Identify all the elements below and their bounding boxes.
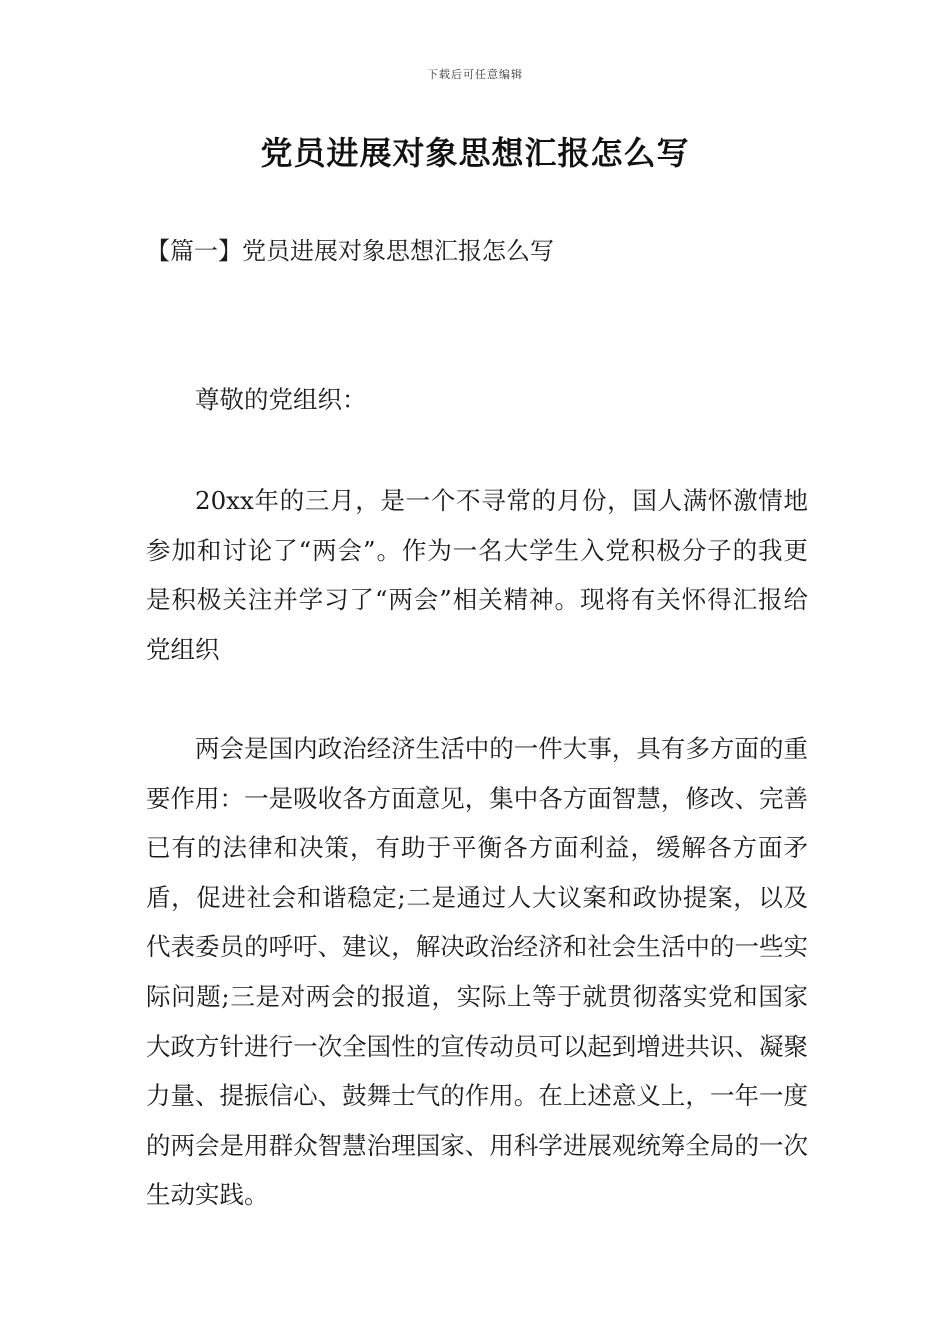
header-note: 下载后可任意编辑 — [427, 68, 523, 81]
paragraph: 两会是国内政治经济生活中的一件大事，具有多方面的重要作用：一是吸收各方面意见，集中各方面智慧，修改、完善已有的法律和决策，有助于平衡各方面利益，缓解各方面矛盾，促进社会和谐稳定;二是通过人大议案和政协提案，以及代表委员的呼吁、建议，解决政治经济和社会生活中的一些实际问题;三是对两会的报道，实际上等于就贯彻落实党和国家大政方针进行一次全国性的宣传动员可以起到增进共识、凝聚力量、提振信心、鼓舞士气的作用。在上述意义上，一年一度的两会是用群众智慧治理国家、用科学进展观统筹全局的一次生动实践。 — [146, 734, 808, 1210]
salutation: 尊敬的党组织： — [195, 385, 367, 414]
document-title: 党员进展对象思想汇报怎么写 — [260, 134, 690, 172]
paragraph: 20xx年的三月，是一个不寻常的月份，国人满怀激情地参加和讨论了“两会”。作为一名大学生入党积极分子的我更是积极关注并学习了“两会”相关精神。现将有关怀得汇报给党组织 — [146, 486, 808, 664]
section-heading: 【篇一】党员进展对象思想汇报怎么写 — [146, 237, 554, 265]
